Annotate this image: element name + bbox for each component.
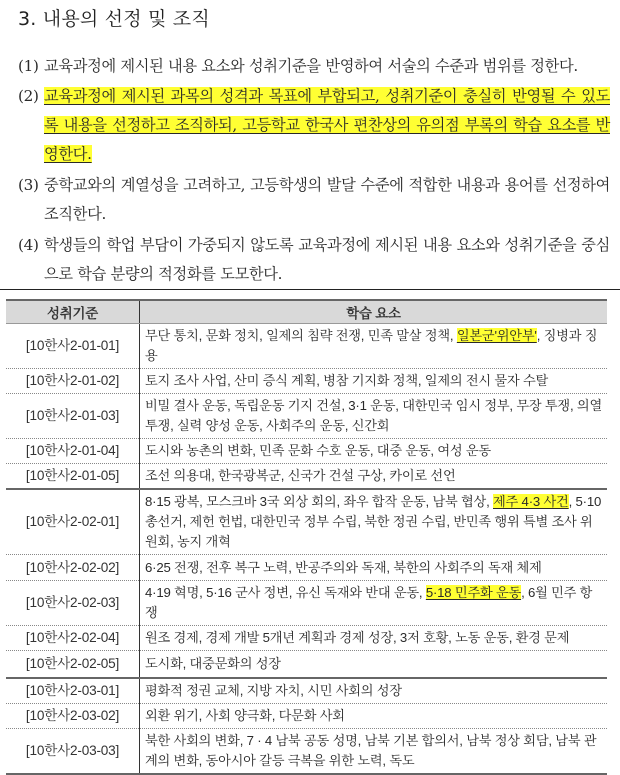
standard-code: [10한사2-03-01] [6, 678, 140, 704]
table-row [6, 394, 607, 439]
learning-elements: 도시와 농촌의 변화, 민족 문화 수호 운동, 대중 운동, 여성 운동 [140, 439, 608, 464]
table-row [6, 729, 607, 775]
standard-code: [10한사2-02-02] [6, 555, 140, 581]
table-row [6, 704, 607, 729]
highlighted-term: 일본군'위안부' [456, 328, 537, 343]
paragraph-number: (2) [18, 87, 39, 105]
standard-code: [10한사2-03-02] [6, 704, 140, 729]
paragraph-1 [18, 52, 608, 81]
table-row [6, 464, 607, 490]
paragraph-4 [18, 231, 608, 291]
section-title: 3. 내용의 선정 및 조직 [18, 8, 210, 30]
highlighted-text: 교육과정에 제시된 과목의 성격과 목표에 부합되고, 성취기준이 충실히 반영될 수 있도록 내용을 선정하고 조직하되, 고등학교 한국사 편찬상의 유의점 부록의 학습 요소를 반영한다. [44, 87, 610, 163]
standard-code: [10한사2-01-03] [6, 394, 140, 439]
standard-code: [10한사2-03-03] [6, 729, 140, 775]
learning-elements: 외환 위기, 사회 양극화, 다문화 사회 [140, 704, 608, 729]
table-row [6, 555, 607, 581]
paragraph-text: 교육과정에 제시된 내용 요소와 성취기준을 반영하여 서술의 수준과 범위를 정한다. [44, 57, 578, 75]
standard-code: [10한사2-01-02] [6, 369, 140, 394]
paragraph-number: (3) [18, 176, 39, 194]
paragraph-2 [18, 82, 608, 172]
table-row [6, 678, 607, 704]
header-learning-elements: 학습 요소 [140, 300, 608, 324]
paragraph-number: (4) [18, 236, 39, 254]
paragraph-text-highlighted [44, 82, 610, 169]
learning-elements: 도시화, 대중문화의 성장 [140, 651, 608, 678]
highlighted-term: 5·18 민주화 운동 [425, 585, 522, 600]
learning-elements: 토지 조사 사업, 산미 증식 계획, 병참 기지화 정책, 일제의 전시 물자 수탈 [140, 369, 608, 394]
highlighted-term: 제주 4·3 사건 [493, 494, 569, 509]
standard-code: [10한사2-01-01] [6, 324, 140, 369]
table-row [6, 489, 607, 555]
header-standard: 성취기준 [6, 300, 140, 324]
table-row [6, 324, 607, 369]
standard-code: [10한사2-02-05] [6, 651, 140, 678]
learning-elements: 북한 사회의 변화, 7 · 4 남북 공동 성명, 남북 기본 합의서, 남북 정상 회담, 남북 관계의 변화, 동아시아 갈등 극복을 위한 노력, 독도 [140, 729, 608, 775]
standard-code: [10한사2-02-04] [6, 626, 140, 651]
standard-code: [10한사2-01-05] [6, 464, 140, 490]
learning-elements: 조선 의용대, 한국광복군, 신국가 건설 구상, 카이로 선언 [140, 464, 608, 490]
table-row [6, 581, 607, 626]
learning-elements: 무단 통치, 문화 정치, 일제의 침략 전쟁, 민족 말살 정책, 일본군'위안부', 징병과 징용 [140, 324, 608, 369]
standard-code: [10한사2-02-03] [6, 581, 140, 626]
learning-elements: 원조 경제, 경제 개발 5개년 계획과 경제 성장, 3저 호황, 노동 운동, 환경 문제 [140, 626, 608, 651]
table-header-row [6, 300, 607, 324]
learning-elements: 평화적 정권 교체, 지방 자치, 시민 사회의 성장 [140, 678, 608, 704]
learning-elements: 6·25 전쟁, 전후 복구 노력, 반공주의와 독재, 북한의 사회주의 독재 체제 [140, 555, 608, 581]
table-row [6, 369, 607, 394]
learning-elements: 4·19 혁명, 5·16 군사 정변, 유신 독재와 반대 운동, 5·18 민주화 운동, 6월 민주 항쟁 [140, 581, 608, 626]
achievement-standards-table [6, 299, 607, 775]
table-row [6, 626, 607, 651]
page-divider [0, 289, 620, 290]
paragraph-3 [18, 171, 608, 231]
paragraph-text: 학생들의 학업 부담이 가중되지 않도록 교육과정에 제시된 내용 요소와 성취기준을 중심으로 학습 분량의 적정화를 도모한다. [44, 236, 610, 283]
paragraph-number: (1) [18, 57, 39, 75]
learning-elements: 8·15 광복, 모스크바 3국 외상 회의, 좌우 합작 운동, 남북 협상, 제주 4·3 사건, 5·10 총선거, 제헌 헌법, 대한민국 정부 수립, 북한 정권 수립, 반민족 행위 특별 조사 위원회, 농지 개혁 [140, 489, 608, 555]
standard-code: [10한사2-02-01] [6, 489, 140, 555]
table-row [6, 439, 607, 464]
table-row [6, 651, 607, 678]
paragraph-text: 중학교와의 계열성을 고려하고, 고등학생의 발달 수준에 적합한 내용과 용어를 선정하여 조직한다. [44, 176, 610, 223]
learning-elements: 비밀 결사 운동, 독립운동 기지 건설, 3·1 운동, 대한민국 임시 정부, 무장 투쟁, 의열 투쟁, 실력 양성 운동, 사회주의 운동, 신간회 [140, 394, 608, 439]
standard-code: [10한사2-01-04] [6, 439, 140, 464]
